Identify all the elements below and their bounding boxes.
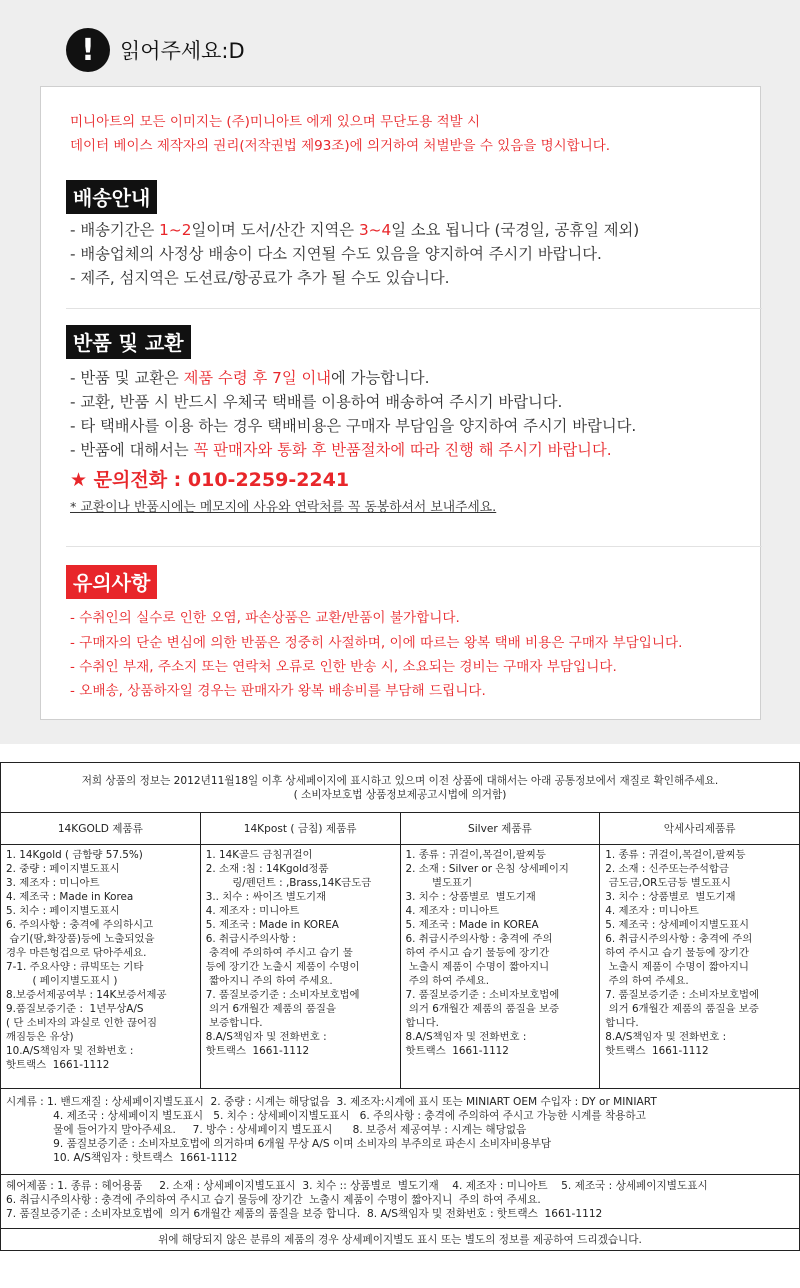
caution-label: 유의사항 xyxy=(66,565,157,599)
divider xyxy=(66,546,762,547)
header-14kgold: 14KGOLD 제품류 xyxy=(1,813,201,845)
returns-line-2: - 교환, 반품 시 반드시 우체국 택배를 이용하여 배송하여 주시기 바랍니다. xyxy=(70,393,563,411)
caution-line-1: - 수취인의 실수로 인한 오염, 파손상품은 교환/반품이 불가합니다. xyxy=(70,610,460,626)
product-info-table xyxy=(0,762,800,1251)
delivery-line-1: - 배송기간은 1~2일이며 도서/산간 지역은 3~4일 소요 됩니다 (국경일, 공휴일 제외) xyxy=(70,221,640,239)
info-intro xyxy=(1,763,800,813)
hair-info: 헤어제품 : 1. 종류 : 헤어용품 2. 소재 : 상세페이지별도표시 3. 치수 :: 상품별로 별도기재 4. 제조자 : 미니아트 5. 제조국 : 상세페이지별도표시 6. 취급시주의사항 : 충격에 주의하여 주시고 습기 물등에 장기간 노출시 제품이 수명이 짧아지니 주의 하여 주세요. 7. 품질보증기준 : 소비자보호법에 의거 6개월간 제품의 품질을 보증 합니다. 8. A/S책임자 및 전화번호 : 핫트랙스 1661-1112 xyxy=(1,1175,800,1229)
returns-line-4: - 반품에 대해서는 꼭 판매자와 통화 후 반품절차에 따라 진행 해 주시기 바랍니다. xyxy=(70,441,612,459)
detail-14kpost: 1. 14K골드 금침귀걸이 2. 소재 :침 : 14Kgold정품 링/펜던트 : ,Brass,14K금도금 3.. 치수 : 싸이즈 별도기재 4. 제조자 : 미니아트 5. 제조국 : Made in KOREA 6. 취급시주의사항 : 충격에 주의하여 주시고 습기 물 등에 장기간 노출시 제품이 수명이 짧아지니 주의 하여 주세요. 7. 품질보증기준 : 소비자보호법에 의거 6개월간 제품의 품질을 보증합니다. 8.A/S책임자 및 전화번호 : 핫트랙스 1661-1112 xyxy=(200,845,400,1089)
delivery-line-2: - 배송업체의 사정상 배송이 다소 지연될 수도 있음을 양지하여 주시기 바랍니다. xyxy=(70,245,602,263)
contact-phone: ★ 문의전화 : 010-2259-2241 xyxy=(70,469,350,491)
info-intro-line-1: 저희 상품의 정보는 2012년11월18일 이후 상세페이지에 표시하고 있으며 이전 상품에 대해서는 아래 공통정보에서 재질로 확인해주세요. xyxy=(81,774,719,787)
returns-label: 반품 및 교환 xyxy=(66,325,191,359)
copyright-line-2: 데이터 베이스 제작자의 권리(저작권법 제93조)에 의거하여 처벌받을 수 있음을 명시합니다. xyxy=(70,138,611,154)
caution-line-4: - 오배송, 상품하자일 경우는 판매자가 왕복 배송비를 부담해 드립니다. xyxy=(70,683,486,699)
info-footer: 위에 해당되지 않은 분류의 제품의 경우 상세페이지별도 표시 또는 별도의 정보를 제공하여 드리겠습니다. xyxy=(1,1229,800,1251)
detail-14kgold: 1. 14Kgold ( 금함량 57.5%) 2. 중량 : 페이지별도표시 3. 제조자 : 미니아트 4. 제조국 : Made in Korea 5. 치수 : 페이지별도표시 6. 주의사항 : 충격에 주의하시고 습기(땀,화장품)등에 노출되었을 경우 마른헝겁으로 닦아주세요. 7-1. 주요사양 : 큐빅또는 기타 ( 페이지별도표시 ) 8.보증서제공여부 : 14K보증서제공 9.품질보증기준 : 1년무상A/S ( 단 소비자의 과실로 인한 끊어짐 깨짐등은 유상) 10.A/S책임자 및 전화번호 : 핫트랙스 1661-1112 xyxy=(1,845,201,1089)
detail-accessory: 1. 종류 : 귀걸이,목걸이,팔찌등 2. 소재 : 신주또는주석합금 금도금,OR도금등 별도표시 3. 치수 : 상품별로 별도기재 4. 제조자 : 미니아트 5. 제조국 : 상세페이지별도표시 6. 취급시주의사항 : 충격에 주의 하여 주시고 습기 물등에 장기간 노출시 제품이 수명이 짧아지니 주의 하여 주세요. 7. 품질보증기준 : 소비자보호법에 의거 6개월간 제품의 품질을 보증 합니다. 8.A/S책임자 및 전화번호 : 핫트랙스 1661-1112 xyxy=(600,845,800,1089)
header-14kpost: 14Kpost ( 금침) 제품류 xyxy=(200,813,400,845)
header-accessory: 악세사리제품류 xyxy=(600,813,800,845)
page-title: 읽어주세요:D xyxy=(120,39,245,63)
detail-silver: 1. 종류 : 귀걸이,목걸이,팔찌등 2. 소재 : Silver or 은침 상세페이지 별도표기 3. 치수 : 상품별로 별도기재 4. 제조자 : 미니아트 5. 제조국 : Made in KOREA 6. 취급시주의사항 : 충격에 주의 하여 주시고 습기 물등에 장기간 노출시 제품이 수명이 짧아지니 주의 하여 주세요. 7. 품질보증기준 : 소비자보호법에 의거 6개월간 제품의 품질을 보증 합니다. 8.A/S책임자 및 전화번호 : 핫트랙스 1661-1112 xyxy=(400,845,600,1089)
delivery-label: 배송안내 xyxy=(66,180,157,214)
returns-line-1: - 반품 및 교환은 제품 수령 후 7일 이내에 가능합니다. xyxy=(70,369,430,387)
copyright-line-1: 미니아트의 모든 이미지는 (주)미니아트 에게 있으며 무단도용 적발 시 xyxy=(70,114,481,130)
header-silver: Silver 제품류 xyxy=(400,813,600,845)
watch-info: 시계류 : 1. 밴드재질 : 상세페이지별도표시 2. 중량 : 시계는 해당없음 3. 제조자:시계에 표시 또는 MINIART OEM 수입자 : DY or MINIART 4. 제조국 : 상세페이지 별도표시 5. 치수 : 상세페이지별도표시 6. 주의사항 : 충격에 주의하여 주시고 가능한 시계를 착용하고 물에 들어가지 말아주세요. 7. 방수 : 상세페이지 별도표시 8. 보증서 제공여부 : 시계는 해당없음 9. 품질보증기준 : 소비자보호법에 의거하며 6개월 무상 A/S 이며 소비자의 부주의로 파손시 소비자비용부담 10. A/S책임자 : 핫트랙스 1661-1112 xyxy=(1,1089,800,1175)
page-header xyxy=(66,28,245,72)
returns-line-3: - 타 택배사를 이용 하는 경우 택배비용은 구매자 부담임을 양지하여 주시기 바랍니다. xyxy=(70,417,637,435)
info-intro-line-2: ( 소비자보호법 상품정보제공고시법에 의거함) xyxy=(293,788,507,801)
divider xyxy=(66,308,762,309)
return-note: * 교환이나 반품시에는 메모지에 사유와 연락처를 꼭 동봉하셔서 보내주세요. xyxy=(70,500,497,515)
exclamation-icon: ! xyxy=(66,28,110,72)
delivery-line-3: - 제주, 섬지역은 도션료/항공료가 추가 될 수도 있습니다. xyxy=(70,269,450,287)
caution-line-3: - 수취인 부재, 주소지 또는 연락처 오류로 인한 반송 시, 소요되는 경비는 구매자 부담입니다. xyxy=(70,659,617,675)
caution-line-2: - 구매자의 단순 변심에 의한 반품은 정중히 사절하며, 이에 따르는 왕복 택배 비용은 구매자 부담입니다. xyxy=(70,635,683,651)
